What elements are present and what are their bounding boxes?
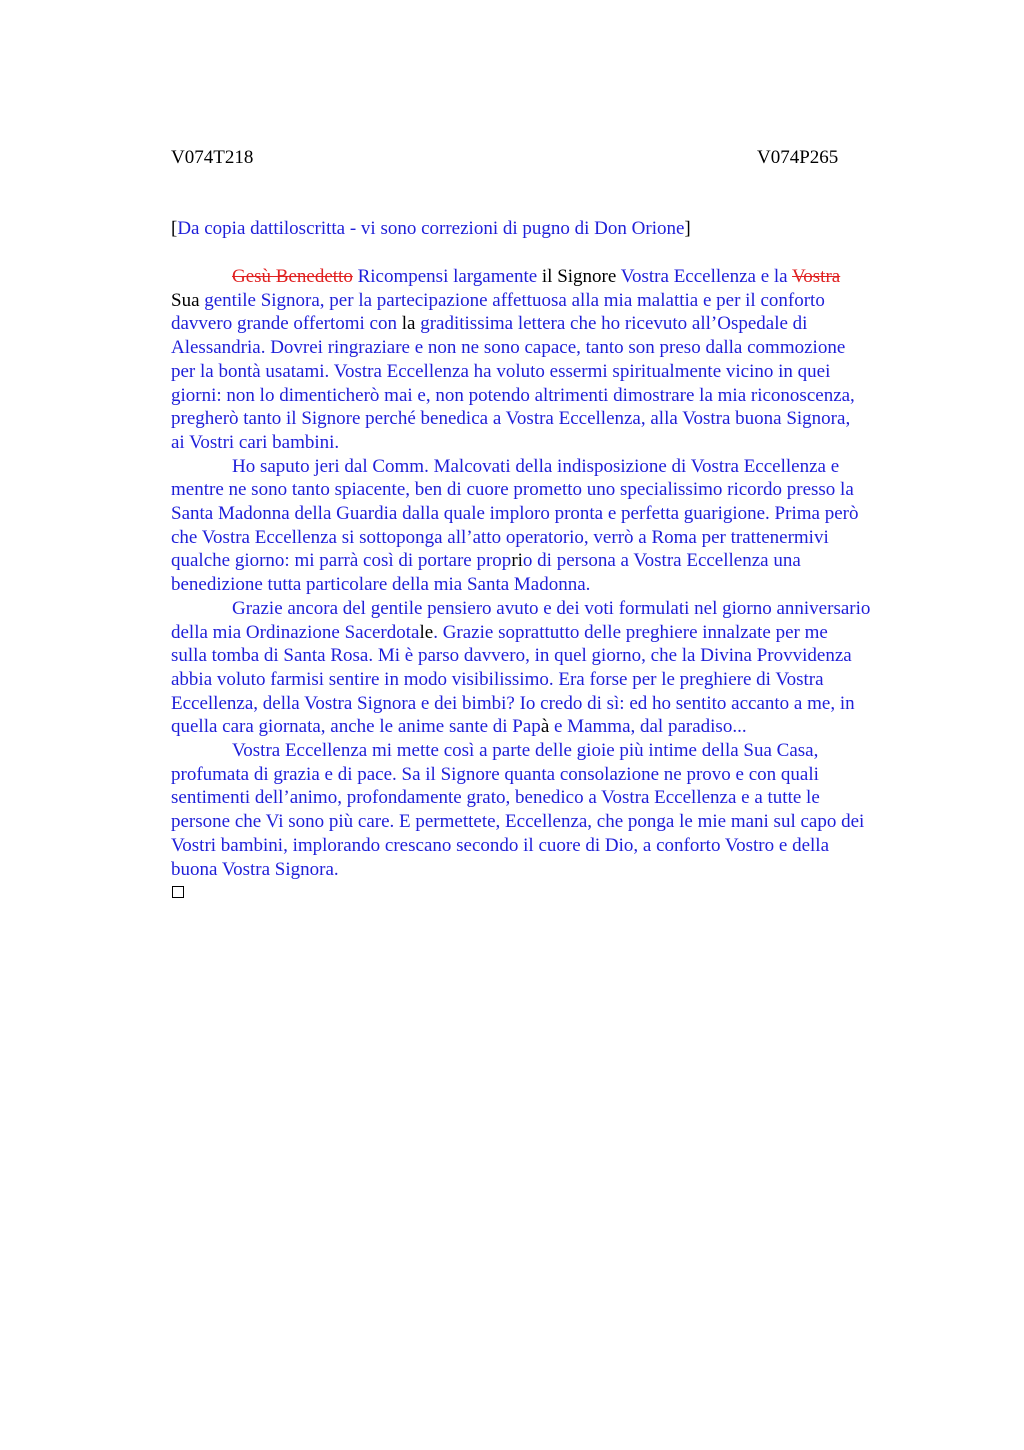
text-run: o di persona a Vostra Eccellenza una (522, 550, 801, 572)
source-note-open-bracket: [ (171, 218, 178, 239)
text-run: e Mamma, dal paradiso... (549, 716, 747, 738)
text-line (171, 786, 931, 810)
source-note-close-bracket: ] (684, 218, 691, 239)
text-line (171, 502, 931, 526)
document-code-left: V074T218 (171, 147, 254, 168)
text-run: giorni: non lo dimenticherò mai e, non potendo altrimenti dimostrare la mia riconoscenza, (171, 384, 855, 406)
text-line (171, 621, 931, 645)
text-line (171, 431, 931, 455)
text-run: ri (511, 550, 523, 572)
text-line (171, 810, 931, 834)
text-run: Eccellenza, della Vostra Signora e dei bimbi? Io credo di sì: ed ho sentito accanto a me, in (171, 692, 855, 714)
text-run: che Vostra Eccellenza si sottoponga all’atto operatorio, verrò a Roma per trattenermivi (171, 526, 829, 548)
letter-paragraph (171, 597, 931, 739)
text-run: il Signore (541, 266, 621, 287)
text-line (171, 644, 931, 668)
text-line (171, 336, 931, 360)
text-run: à (540, 716, 550, 738)
text-line (171, 526, 931, 550)
deleted-text: Gesù Benedetto (232, 266, 353, 287)
text-line (171, 739, 931, 763)
text-run: Vostra Eccellenza mi mette così a parte delle gioie più intime della Sua Casa, (232, 740, 819, 762)
text-run: della mia Ordinazione Sacerdota (171, 621, 420, 643)
text-run: Grazie ancora del gentile pensiero avuto e dei voti formulati nel giorno anniversario (232, 597, 871, 619)
text-line (171, 858, 931, 882)
text-line (171, 455, 931, 479)
text-line (171, 692, 931, 716)
text-line (171, 715, 931, 739)
text-line (171, 384, 931, 408)
text-line (171, 549, 931, 573)
source-note (171, 217, 691, 241)
text-run: per la bontà usatami. Vostra Eccellenza ha voluto essermi spiritualmente vicino in quei (171, 360, 831, 382)
empty-square-icon (172, 886, 184, 898)
text-line (171, 834, 931, 858)
text-run: Ricompensi largamente (352, 266, 542, 287)
text-line (171, 668, 931, 692)
text-line (171, 265, 931, 289)
text-run: Vostra Eccellenza e la (620, 266, 793, 287)
text-run: profumata di grazia e di pace. Sa il Signore quanta consolazione ne provo e con quali (171, 763, 819, 785)
text-run: qualche giorno: mi parrà così di portare prop (171, 550, 512, 572)
text-run: ai Vostri cari bambini. (171, 431, 340, 453)
page-code-right: V074P265 (757, 147, 839, 168)
letter-body (171, 265, 931, 881)
text-line (171, 312, 931, 336)
text-run: mentre ne sono tanto spiacente, ben di cuore prometto uno specialissimo ricordo presso la (171, 479, 854, 501)
text-line (171, 407, 931, 431)
text-run: sulla tomba di Santa Rosa. Mi è parso davvero, in quel giorno, che la Divina Provvidenza (171, 645, 852, 667)
text-run: quella cara giornata, anche le anime sante di Pap (171, 716, 541, 738)
text-run: Ho saputo jeri dal Comm. Malcovati della indisposizione di Vostra Eccellenza e (232, 455, 840, 477)
text-line (171, 573, 931, 597)
letter-paragraph (171, 265, 931, 455)
text-run: buona Vostra Signora. (171, 858, 339, 880)
text-run: davvero grande offertomi con (171, 313, 402, 335)
text-run: sentimenti dell’animo, profondamente grato, benedico a Vostra Eccellenza e a tutte le (171, 787, 820, 809)
text-line (171, 597, 931, 621)
text-line (171, 289, 931, 313)
text-run: Santa Madonna della Guardia dalla quale imploro pronta e perfetta guarigione. Prima però (171, 503, 859, 525)
text-run: la (401, 313, 421, 335)
letter-paragraph (171, 455, 931, 597)
text-run: abbia voluto farmisi sentire in modo visibilissimo. Era forse per le preghiere di Vostra (171, 668, 824, 690)
text-run: pregherò tanto il Signore perché benedica a Vostra Eccellenza, alla Vostra buona Signora, (171, 408, 851, 430)
text-line (171, 763, 931, 787)
letter-paragraph (171, 739, 931, 881)
text-run: graditissima lettera che ho ricevuto all’Ospedale di (420, 313, 808, 335)
text-run: . Grazie soprattutto delle preghiere innalzate per me (433, 621, 828, 643)
deleted-text: Vostra (792, 266, 841, 287)
text-run: persone che Vi sono più care. E permettete, Eccellenza, che ponga le mie mani sul capo dei (171, 811, 865, 833)
text-run: le (419, 621, 434, 643)
source-note-text: Da copia dattiloscritta - vi sono correzioni di pugno di Don Orione (177, 218, 685, 239)
text-run: gentile Signora, per la partecipazione affettuosa alla mia malattia e per il conforto (204, 289, 825, 311)
text-line (171, 478, 931, 502)
text-run: Alessandria. Dovrei ringraziare e non ne sono capace, tanto son preso dalla commozione (171, 337, 846, 359)
text-run: benedizione tutta particolare della mia Santa Madonna. (171, 574, 591, 596)
text-run: Sua (171, 289, 205, 311)
text-run: Vostri bambini, implorando crescano secondo il cuore di Dio, a conforto Vostro e della (171, 834, 829, 856)
text-line (171, 360, 931, 384)
